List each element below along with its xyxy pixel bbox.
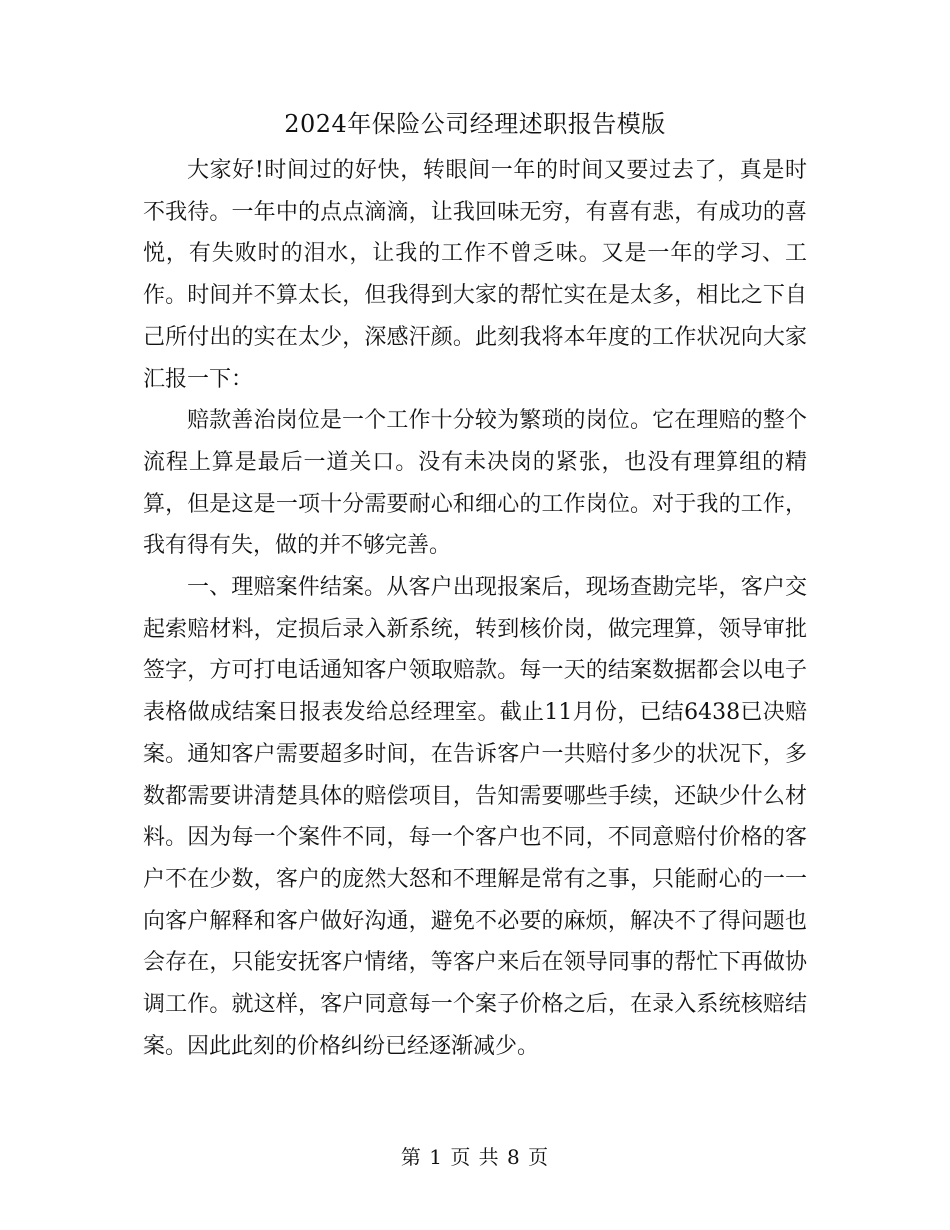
document-body (143, 150, 807, 1067)
paragraph-position: 赔款善治岗位是一个工作十分较为繁琐的岗位。它在理赔的整个流程上算是最后一道关口。没有未决岗的紧张，也没有理算组的精算，但是这是一项十分需要耐心和细心的工作岗位。对于我的工作，我有得有失，做的并不够完善。 (143, 408, 807, 559)
page-footer: 第 1 页 共 8 页 (400, 1145, 550, 1169)
document-title: 2024年保险公司经理述职报告模版 (284, 110, 666, 138)
paragraph-intro: 大家好!时间过的好快，转眼间一年的时间又要过去了，真是时不我待。一年中的点点滴滴，让我回味无穷，有喜有悲，有成功的喜悦，有失败时的泪水，让我的工作不曾乏味。又是一年的学习、工作。时间并不算太长，但我得到大家的帮忙实在是太多，相比之下自己所付出的实在太少，深感汗颜。此刻我将本年度的工作状况向大家汇报一下： (143, 158, 807, 392)
paragraph-claims-settlement: 一、理赔案件结案。从客户出现报案后，现场查勘完毕，客户交起索赔材料，定损后录入新系统，转到核价岗，做完理算，领导审批签字，方可打电话通知客户领取赔款。每一天的结案数据都会以电子表格做成结案日报表发给总经理室。截止11月份，已结6438已决赔案。通知客户需要超多时间，在告诉客户一共赔付多少的状况下，多数都需要讲清楚具体的赔偿项目，告知需要哪些手续，还缺少什么材料。因为每一个案件不同，每一个客户也不同，不同意赔付价格的客户不在少数，客户的庞然大怒和不理解是常有之事，只能耐心的一一向客户解释和客户做好沟通，避免不必要的麻烦，解决不了得问题也会存在，只能安抚客户情绪，等客户来后在领导同事的帮忙下再做协调工作。就这样，客户同意每一个案子价格之后，在录入系统核赔结案。因此此刻的价格纠纷已经逐渐减少。 (143, 575, 807, 1059)
